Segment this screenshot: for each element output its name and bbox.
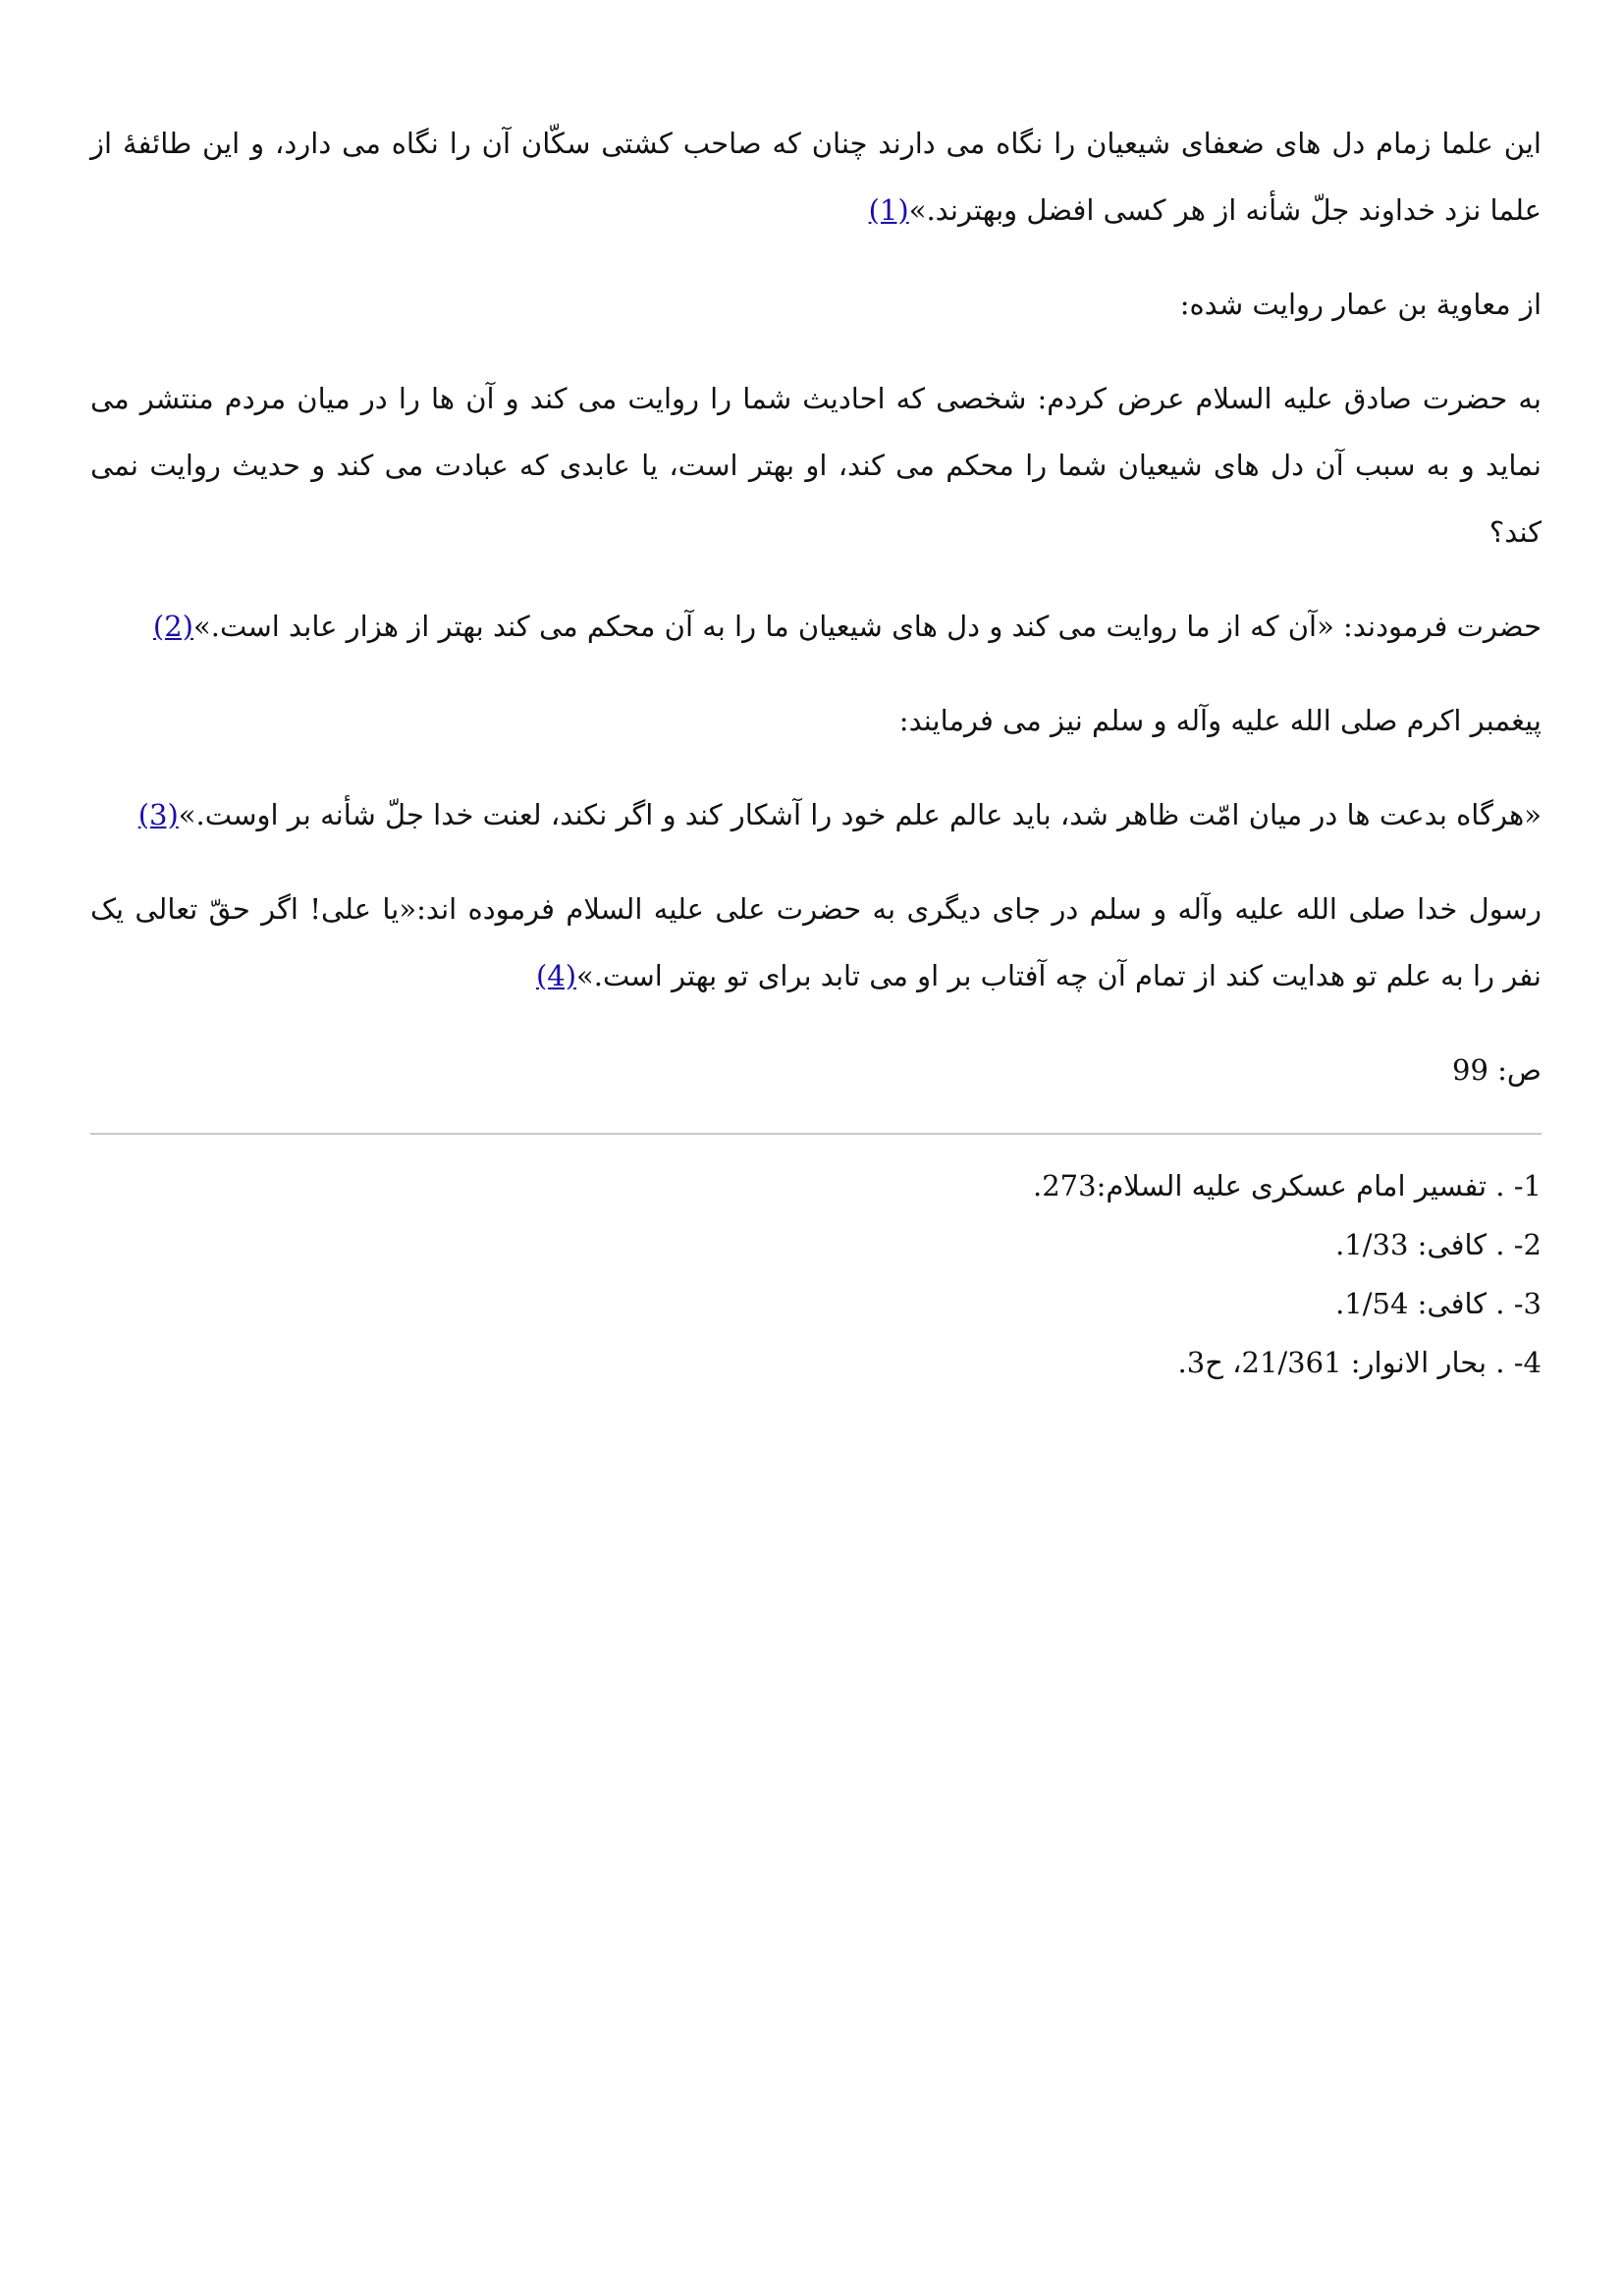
- paragraph-4: [90, 593, 1542, 660]
- footnote-ref-1[interactable]: (1): [868, 193, 909, 227]
- footnote-ref-2[interactable]: (2): [152, 610, 194, 643]
- paragraph-text: «هرگاه بدعت ها در میان امّت ظاهر شد، باید عالم علم خود را آشکار کند و اگر نکند، لعنت خدا جلّ شأنه بر اوست.»: [178, 798, 1542, 831]
- document-page: [90, 110, 1542, 1392]
- paragraph-text: پیغمبر اکرم صلی الله علیه وآله و سلم نیز می فرمایند:: [898, 704, 1542, 737]
- paragraph-5: [90, 687, 1542, 754]
- page-number: ص: 99: [1452, 1053, 1542, 1087]
- paragraph-text: این علما زمام دل های ضعفای شیعیان را نگاه می دارند چنان که صاحب کشتی سکّان آن را نگاه می دارد، و این طائفۀ از علما نزد خداوند جلّ شأنه از هر کسی افضل وبهترند.»: [90, 127, 1542, 227]
- paragraph-text: از معاویة بن عمار روایت شده:: [1179, 288, 1542, 321]
- footnote-item: 3- . کافی: 1/54.: [1335, 1287, 1542, 1320]
- paragraph-1: [90, 110, 1542, 243]
- footnote-item: 4- . بحار الانوار: 21/361، ح3.: [1177, 1346, 1542, 1379]
- footnote-item: 2- . کافی: 1/33.: [1335, 1228, 1542, 1261]
- paragraph-3: [90, 365, 1542, 565]
- footnote-ref-4[interactable]: (4): [535, 959, 577, 992]
- paragraph-text: به حضرت صادق علیه السلام عرض کردم: شخصی که احادیث شما را روایت می کند و آن ها را در میان مردم منتشر می نماید و به سبب آن دل های شیعیان شما را محکم می کند، او بهتر است، یا عابدی که عبادت می کند و حدیث روایت نمی کند؟: [90, 382, 1542, 549]
- paragraph-7: [90, 876, 1542, 1009]
- footnote-list: [90, 1156, 1542, 1392]
- paragraph-6: [90, 781, 1542, 848]
- paragraph-2: [90, 271, 1542, 338]
- footnote-divider: [90, 1133, 1542, 1135]
- footnote-item: 1- . تفسیر امام عسکری علیه السلام:273.: [1033, 1169, 1542, 1202]
- paragraph-text: رسول خدا صلی الله علیه وآله و سلم در جای دیگری به حضرت علی علیه السلام فرموده اند:«یا علی! اگر حقّ تعالی یک نفر را به علم تو هدایت کند از تمام آن چه آفتاب بر او می تابد برای تو بهتر است.»: [90, 892, 1542, 992]
- footnote-ref-3[interactable]: (3): [137, 798, 179, 831]
- paragraph-text: حضرت فرمودند: «آن که از ما روایت می کند و دل های شیعیان ما را به آن محکم می کند بهتر از هزار عابد است.»: [193, 610, 1542, 643]
